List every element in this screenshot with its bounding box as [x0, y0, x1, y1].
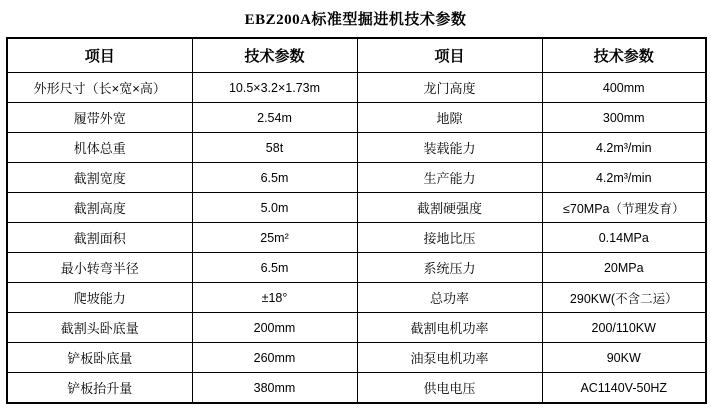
- cell-value: 200/110KW: [542, 313, 706, 343]
- cell-value: ±18°: [192, 283, 357, 313]
- table-row: [7, 373, 706, 404]
- cell-value: 10.5×3.2×1.73m: [192, 73, 357, 103]
- cell-item: 铲板抬升量: [7, 373, 192, 404]
- cell-value: 25m²: [192, 223, 357, 253]
- cell-value: 90KW: [542, 343, 706, 373]
- cell-value: 4.2m³/min: [542, 133, 706, 163]
- cell-value: 200mm: [192, 313, 357, 343]
- cell-item: 截割硬强度: [357, 193, 542, 223]
- table-row: [7, 193, 706, 223]
- column-header-spec-2: 技术参数: [542, 38, 706, 73]
- cell-item: 龙门高度: [357, 73, 542, 103]
- cell-value: 2.54m: [192, 103, 357, 133]
- table-row: [7, 223, 706, 253]
- table-row: [7, 343, 706, 373]
- table-row: [7, 73, 706, 103]
- table-row: [7, 253, 706, 283]
- cell-value: 6.5m: [192, 163, 357, 193]
- cell-value: 0.14MPa: [542, 223, 706, 253]
- table-row: [7, 283, 706, 313]
- cell-value: 20MPa: [542, 253, 706, 283]
- specifications-table: [6, 37, 707, 404]
- cell-item: 油泵电机功率: [357, 343, 542, 373]
- table-row: [7, 133, 706, 163]
- column-header-item-1: 项目: [7, 38, 192, 73]
- column-header-spec-1: 技术参数: [192, 38, 357, 73]
- cell-item: 总功率: [357, 283, 542, 313]
- cell-item: 地隙: [357, 103, 542, 133]
- cell-item: 截割宽度: [7, 163, 192, 193]
- cell-item: 爬坡能力: [7, 283, 192, 313]
- cell-value: 4.2m³/min: [542, 163, 706, 193]
- spec-table-container: [0, 37, 711, 404]
- cell-value: 6.5m: [192, 253, 357, 283]
- cell-item: 机体总重: [7, 133, 192, 163]
- table-row: [7, 103, 706, 133]
- table-row: [7, 313, 706, 343]
- cell-item: 截割高度: [7, 193, 192, 223]
- cell-value: 260mm: [192, 343, 357, 373]
- cell-item: 供电电压: [357, 373, 542, 404]
- cell-value: 400mm: [542, 73, 706, 103]
- cell-item: 生产能力: [357, 163, 542, 193]
- table-body: [7, 73, 706, 404]
- cell-value: 380mm: [192, 373, 357, 404]
- table-header: [7, 38, 706, 73]
- cell-item: 最小转弯半径: [7, 253, 192, 283]
- cell-value: AC1140V-50HZ: [542, 373, 706, 404]
- page-title: EBZ200A标准型掘进机技术参数: [244, 12, 467, 28]
- cell-item: 截割面积: [7, 223, 192, 253]
- cell-item: 接地比压: [357, 223, 542, 253]
- cell-value: 290KW(不含二运）: [542, 283, 706, 313]
- table-header-row: [7, 38, 706, 73]
- column-header-item-2: 项目: [357, 38, 542, 73]
- cell-item: 铲板卧底量: [7, 343, 192, 373]
- cell-item: 履带外宽: [7, 103, 192, 133]
- cell-item: 截割电机功率: [357, 313, 542, 343]
- cell-item: 外形尺寸（长×宽×高）: [7, 73, 192, 103]
- cell-item: 截割头卧底量: [7, 313, 192, 343]
- table-row: [7, 163, 706, 193]
- cell-value: ≤70MPa（节理发育）: [542, 193, 706, 223]
- cell-value: 58t: [192, 133, 357, 163]
- cell-value: 300mm: [542, 103, 706, 133]
- cell-item: 装载能力: [357, 133, 542, 163]
- cell-value: 5.0m: [192, 193, 357, 223]
- cell-item: 系统压力: [357, 253, 542, 283]
